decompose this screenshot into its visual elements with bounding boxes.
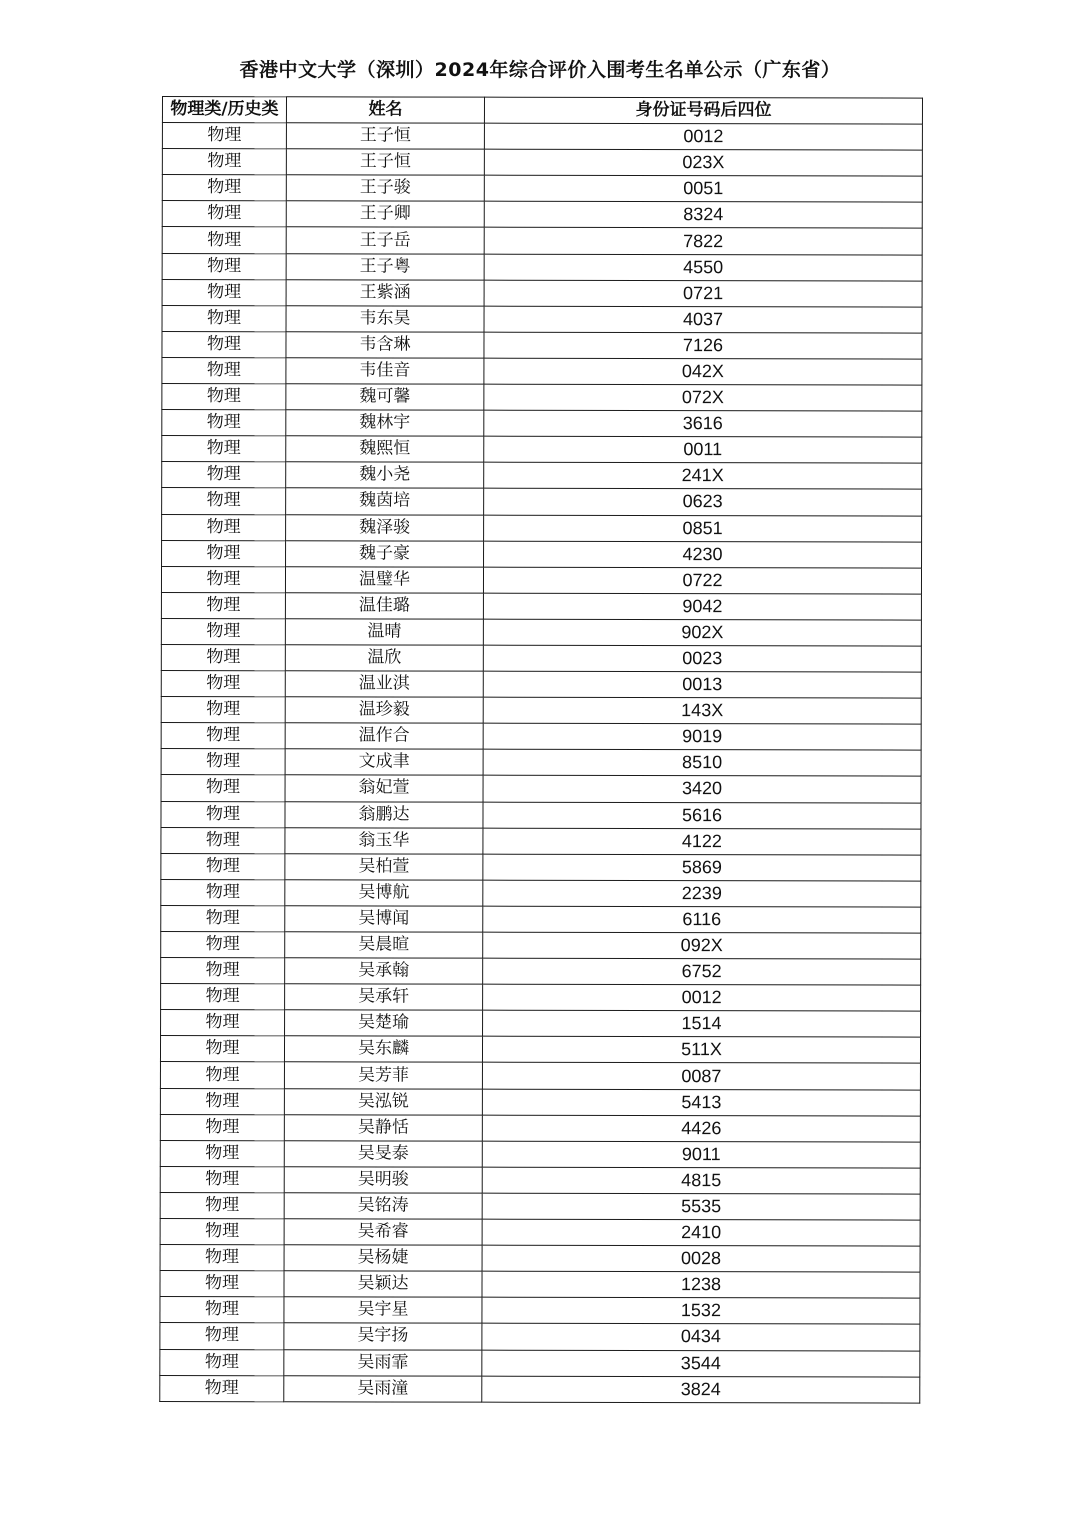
table-row [161,618,921,646]
cell-id-last-four: 0028 [482,1245,920,1272]
table-row [162,253,922,281]
cell-category: 物理 [161,827,285,853]
cell-name: 王子骏 [286,175,484,202]
cell-category: 物理 [160,1192,284,1218]
cell-name: 魏可馨 [286,384,484,411]
cell-category: 物理 [160,1271,284,1297]
cell-name: 韦佳音 [286,358,484,385]
cell-category: 物理 [160,1375,284,1401]
cell-category: 物理 [160,1088,284,1114]
cell-category: 物理 [162,227,286,253]
candidate-table [159,96,923,1403]
cell-category: 物理 [162,410,286,436]
table-row [161,644,921,672]
cell-id-last-four: 143X [483,697,921,724]
cell-name: 吴晨暄 [285,932,483,959]
cell-name: 吴希睿 [284,1219,482,1246]
cell-id-last-four: 5616 [483,802,921,829]
cell-name: 吴宇星 [284,1297,482,1324]
cell-id-last-four: 6116 [483,906,921,933]
cell-category: 物理 [161,618,285,644]
cell-name: 魏茵培 [286,488,484,515]
table-row [162,201,922,229]
table-row [161,853,921,881]
cell-name: 吴泓锐 [284,1088,482,1115]
cell-id-last-four: 0011 [484,436,922,463]
cell-id-last-four: 0623 [484,489,922,516]
cell-id-last-four: 0721 [484,280,922,307]
table-row [160,1166,920,1194]
cell-id-last-four: 3544 [482,1350,920,1377]
candidate-table-container [159,96,922,1403]
cell-category: 物理 [161,749,285,775]
cell-id-last-four: 4122 [483,828,921,855]
cell-name: 吴静恬 [284,1114,482,1141]
cell-name: 魏熙恒 [286,436,484,463]
table-row [162,175,922,203]
cell-id-last-four: 4426 [482,1115,920,1142]
cell-name: 吴博闻 [285,906,483,933]
cell-name: 吴明骏 [284,1167,482,1194]
cell-id-last-four: 4230 [484,541,922,568]
cell-name: 王子岳 [286,227,484,254]
cell-id-last-four: 3616 [484,410,922,437]
cell-id-last-four: 072X [484,384,922,411]
cell-name: 王子恒 [286,149,484,176]
table-row [160,1349,920,1377]
table-row [161,775,921,803]
cell-id-last-four: 2410 [482,1219,920,1246]
cell-id-last-four: 511X [482,1037,920,1064]
cell-name: 王子恒 [286,123,484,150]
cell-id-last-four: 3420 [483,776,921,803]
table-row [162,149,922,177]
cell-name: 王子粤 [286,253,484,280]
cell-name: 翁妃萱 [285,775,483,802]
cell-name: 魏泽骏 [286,514,484,541]
cell-category: 物理 [161,801,285,827]
cell-name: 温作合 [285,723,483,750]
table-row [161,697,921,725]
cell-id-last-four: 9042 [483,593,921,620]
cell-name: 王紫涵 [286,279,484,306]
cell-category: 物理 [161,775,285,801]
cell-id-last-four: 4815 [482,1167,920,1194]
cell-category: 物理 [160,1219,284,1245]
cell-id-last-four: 0012 [484,123,922,150]
table-row [161,905,921,933]
table-header-row [162,97,922,125]
cell-category: 物理 [162,175,286,201]
cell-category: 物理 [161,1010,285,1036]
cell-id-last-four: 0434 [482,1324,920,1351]
cell-id-last-four: 4550 [484,254,922,281]
cell-category: 物理 [161,697,285,723]
table-row [162,410,922,438]
cell-category: 物理 [160,1349,284,1375]
cell-id-last-four: 0051 [484,175,922,202]
cell-name: 吴东麟 [284,1036,482,1063]
table-row [160,1271,920,1299]
cell-name: 吴宇扬 [284,1323,482,1350]
cell-category: 物理 [160,1140,284,1166]
cell-name: 温璧华 [285,566,483,593]
cell-name: 韦东昊 [286,306,484,333]
cell-id-last-four: 0023 [483,645,921,672]
table-row [162,462,922,490]
cell-id-last-four: 042X [484,358,922,385]
cell-name: 韦含琳 [286,332,484,359]
cell-name: 文成聿 [285,749,483,776]
cell-id-last-four: 902X [483,619,921,646]
cell-category: 物理 [162,123,286,149]
cell-category: 物理 [160,1323,284,1349]
cell-id-last-four: 0087 [482,1063,920,1090]
cell-category: 物理 [161,723,285,749]
cell-id-last-four: 8510 [483,750,921,777]
cell-id-last-four: 0013 [483,671,921,698]
cell-id-last-four: 7126 [484,332,922,359]
cell-category: 物理 [160,1114,284,1140]
cell-id-last-four: 0851 [484,515,922,542]
table-body [160,123,923,1403]
cell-name: 吴雨潼 [284,1375,482,1402]
table-row [161,827,921,855]
cell-id-last-four: 2239 [483,880,921,907]
table-row [160,1062,920,1090]
cell-id-last-four: 4037 [484,306,922,333]
table-row [160,1140,920,1168]
table-row [162,331,922,359]
cell-id-last-four: 0722 [483,567,921,594]
table-row [162,384,922,412]
table-row [161,723,921,751]
cell-id-last-four: 9011 [482,1141,920,1168]
table-row [160,1088,920,1116]
cell-category: 物理 [161,984,285,1010]
cell-id-last-four: 092X [483,932,921,959]
table-row [162,227,922,255]
table-row [161,879,921,907]
cell-id-last-four: 3824 [482,1376,920,1403]
cell-id-last-four: 1532 [482,1297,920,1324]
table-row [162,305,922,333]
cell-name: 温珍毅 [285,697,483,724]
table-row [161,931,921,959]
cell-id-last-four: 241X [484,462,922,489]
cell-name: 魏子豪 [286,540,484,567]
cell-id-last-four: 6752 [483,958,921,985]
cell-name: 吴博航 [285,880,483,907]
table-row [160,1219,920,1247]
cell-name: 吴颖达 [284,1271,482,1298]
cell-category: 物理 [162,462,286,488]
cell-id-last-four: 5413 [482,1089,920,1116]
cell-category: 物理 [161,644,285,670]
cell-category: 物理 [162,436,286,462]
cell-name: 吴楚瑜 [285,1010,483,1037]
cell-id-last-four: 8324 [484,202,922,229]
cell-category: 物理 [160,1245,284,1271]
table-row [162,357,922,385]
table-row [162,279,922,307]
cell-name: 魏小尧 [286,462,484,489]
cell-id-last-four: 0012 [483,984,921,1011]
cell-category: 物理 [162,279,286,305]
table-row [160,1036,920,1064]
cell-category: 物理 [162,488,286,514]
cell-category: 物理 [162,201,286,227]
table-row [161,749,921,777]
header-name: 姓名 [286,97,484,124]
table-row [160,1245,920,1273]
cell-name: 翁玉华 [285,827,483,854]
cell-name: 吴雨霏 [284,1349,482,1376]
header-category: 物理类/历史类 [162,97,286,123]
table-row [161,566,921,594]
cell-category: 物理 [161,905,285,931]
cell-name: 温佳璐 [285,593,483,620]
cell-category: 物理 [161,671,285,697]
table-row [162,123,922,151]
cell-name: 吴芳菲 [284,1062,482,1089]
cell-category: 物理 [162,149,286,175]
table-row [160,1192,920,1220]
header-id-last-four: 身份证号码后四位 [484,97,922,124]
table-row [161,592,921,620]
cell-category: 物理 [161,879,285,905]
table-row [162,514,922,542]
page-title: 香港中文大学（深圳）2024年综合评价入围考生名单公示（广东省） [239,59,841,81]
cell-id-last-four: 5535 [482,1193,920,1220]
cell-category: 物理 [162,384,286,410]
cell-name: 温欣 [285,645,483,672]
cell-category: 物理 [162,514,286,540]
cell-category: 物理 [161,853,285,879]
cell-category: 物理 [160,1062,284,1088]
cell-name: 吴承轩 [285,984,483,1011]
cell-category: 物理 [160,1297,284,1323]
cell-category: 物理 [160,1166,284,1192]
cell-category: 物理 [162,331,286,357]
cell-id-last-four: 1514 [483,1010,921,1037]
table-row [162,540,922,568]
table-row [161,671,921,699]
cell-name: 吴柏萱 [285,853,483,880]
table-row [162,488,922,516]
table-row [160,1375,920,1403]
cell-category: 物理 [160,1036,284,1062]
table-row [162,436,922,464]
cell-category: 物理 [162,305,286,331]
table-row [161,1010,921,1038]
cell-name: 王子卿 [286,201,484,228]
cell-name: 翁鹏达 [285,801,483,828]
cell-name: 吴承翰 [285,958,483,985]
table-row [160,1114,920,1142]
cell-name: 魏林宇 [286,410,484,437]
table-row [161,801,921,829]
cell-category: 物理 [161,566,285,592]
cell-category: 物理 [162,540,286,566]
cell-id-last-four: 9019 [483,723,921,750]
cell-name: 吴杨婕 [284,1245,482,1272]
cell-category: 物理 [161,958,285,984]
cell-name: 吴铭涛 [284,1193,482,1220]
cell-name: 吴旻泰 [284,1141,482,1168]
cell-id-last-four: 7822 [484,228,922,255]
table-row [160,1297,920,1325]
cell-id-last-four: 1238 [482,1271,920,1298]
cell-name: 温晴 [285,619,483,646]
table-row [160,1323,920,1351]
cell-category: 物理 [162,253,286,279]
cell-name: 温业淇 [285,671,483,698]
cell-category: 物理 [161,592,285,618]
cell-category: 物理 [161,931,285,957]
cell-id-last-four: 023X [484,149,922,176]
table-row [161,984,921,1012]
table-row [161,958,921,986]
cell-id-last-four: 5869 [483,854,921,881]
cell-category: 物理 [162,357,286,383]
